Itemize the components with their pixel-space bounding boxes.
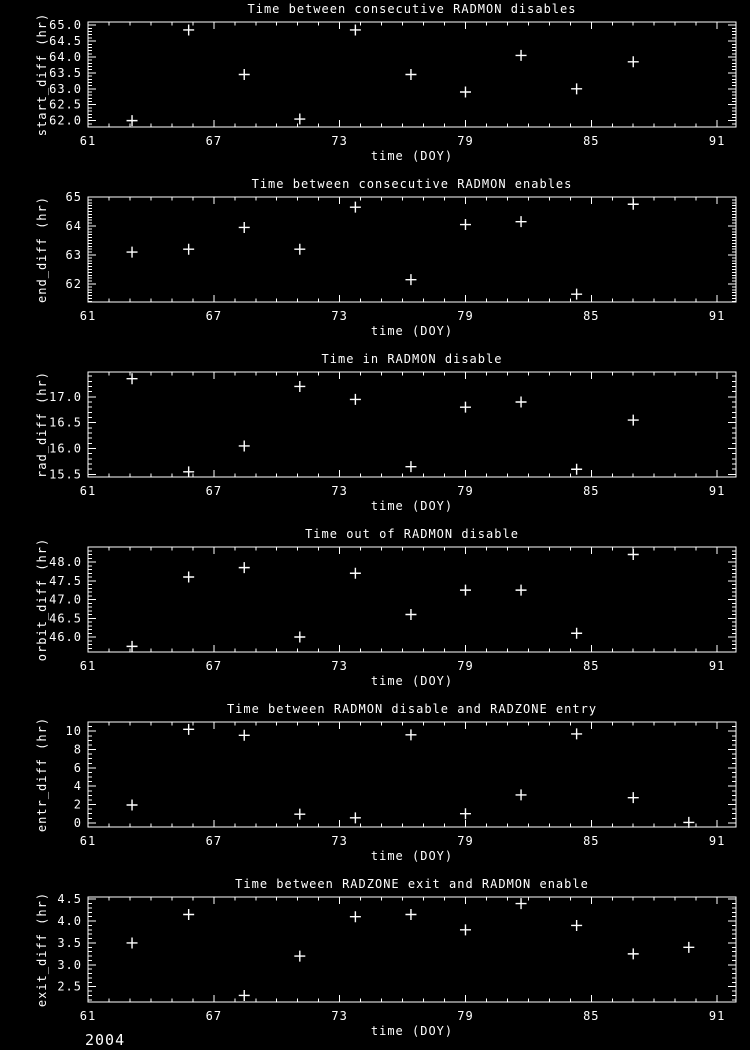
y-tick-label: 17.0 — [49, 389, 82, 404]
data-point-marker — [350, 24, 361, 35]
x-tick-label: 73 — [331, 484, 348, 498]
plot-svg-5 — [0, 700, 750, 875]
data-points — [127, 549, 639, 652]
data-point-marker — [405, 461, 416, 472]
y-tick-label: 4 — [73, 779, 82, 794]
y-tick-label: 63 — [65, 248, 82, 263]
data-points — [127, 898, 695, 1001]
y-tick-label: 16.0 — [49, 441, 82, 456]
plot-svg-2 — [0, 175, 750, 350]
data-point-marker — [571, 464, 582, 475]
data-point-marker — [294, 381, 305, 392]
y-tick-label: 62.5 — [49, 97, 82, 112]
y-tick-label: 6 — [73, 760, 82, 775]
x-axis-label: time (DOY) — [370, 674, 454, 688]
chart-title: Time between RADMON disable and RADZONE entry — [226, 702, 598, 716]
data-point-marker — [294, 244, 305, 255]
x-tick-label: 61 — [79, 659, 97, 673]
plot-box — [88, 547, 736, 652]
data-point-marker — [127, 247, 138, 258]
data-point-marker — [460, 808, 471, 819]
x-tick-label: 73 — [331, 134, 348, 148]
data-point-marker — [239, 562, 250, 573]
y-tick-label: 2 — [73, 797, 82, 812]
data-point-marker — [516, 216, 527, 227]
x-tick-label: 91 — [708, 309, 726, 323]
x-tick-label: 67 — [205, 309, 223, 323]
x-tick-label: 91 — [708, 1009, 726, 1023]
data-point-marker — [239, 440, 250, 451]
data-point-marker — [183, 244, 194, 255]
x-tick-label: 85 — [583, 484, 600, 498]
x-tick-label: 79 — [457, 309, 474, 323]
y-axis-label: start_diff (hr) — [35, 12, 49, 137]
y-tick-label: 16.5 — [49, 415, 82, 430]
data-point-marker — [571, 83, 582, 94]
plot-panel-1 — [0, 0, 750, 175]
data-point-marker — [405, 274, 416, 285]
data-points — [127, 373, 639, 477]
data-point-marker — [294, 632, 305, 643]
x-tick-label: 85 — [583, 659, 600, 673]
data-point-marker — [183, 572, 194, 583]
plot-panel-3 — [0, 350, 750, 525]
x-tick-label: 79 — [457, 484, 474, 498]
data-point-marker — [127, 799, 138, 810]
y-tick-label: 4.0 — [57, 914, 82, 929]
data-point-marker — [127, 373, 138, 384]
plot-svg-4 — [0, 525, 750, 700]
y-tick-label: 46.0 — [49, 630, 82, 644]
y-tick-label: 64 — [65, 219, 82, 234]
data-point-marker — [516, 585, 527, 596]
data-point-marker — [571, 728, 582, 739]
data-point-marker — [516, 789, 527, 800]
data-points — [127, 24, 639, 126]
x-tick-label: 91 — [708, 659, 726, 673]
x-tick-label: 91 — [708, 834, 726, 848]
data-point-marker — [460, 402, 471, 413]
x-tick-label: 67 — [205, 1009, 223, 1023]
axis-ticks — [88, 372, 736, 477]
x-tick-label: 73 — [331, 659, 348, 673]
data-point-marker — [628, 549, 639, 560]
data-point-marker — [571, 289, 582, 300]
data-point-marker — [460, 219, 471, 230]
y-tick-label: 62 — [65, 277, 82, 292]
y-tick-label: 65 — [65, 190, 82, 204]
x-tick-label: 61 — [79, 1009, 97, 1023]
x-tick-label: 85 — [583, 1009, 600, 1023]
x-tick-label: 61 — [79, 134, 97, 148]
data-point-marker — [127, 937, 138, 948]
plot-svg-6 — [0, 875, 750, 1050]
plot-svg-1 — [0, 0, 750, 175]
data-point-marker — [239, 730, 250, 741]
plot-box — [88, 897, 736, 1002]
y-tick-label: 4.5 — [57, 892, 82, 907]
data-point-marker — [294, 951, 305, 962]
y-tick-label: 62.0 — [49, 113, 82, 128]
y-tick-label: 46.5 — [49, 611, 82, 626]
y-axis-label: orbit_diff (hr) — [35, 537, 49, 662]
data-point-marker — [239, 69, 250, 80]
y-tick-label: 15.5 — [49, 467, 82, 482]
data-point-marker — [239, 990, 250, 1001]
y-tick-label: 48.0 — [49, 555, 82, 569]
plot-svg-3 — [0, 350, 750, 525]
x-tick-label: 61 — [79, 309, 97, 323]
x-axis-label: time (DOY) — [370, 849, 454, 863]
y-tick-label: 3.5 — [57, 935, 82, 950]
data-point-marker — [350, 911, 361, 922]
x-tick-label: 67 — [205, 134, 223, 148]
x-tick-label: 85 — [583, 834, 600, 848]
data-point-marker — [350, 812, 361, 823]
data-point-marker — [628, 199, 639, 210]
data-point-marker — [350, 202, 361, 213]
y-tick-label: 64.0 — [49, 50, 82, 64]
data-point-marker — [683, 942, 694, 953]
x-tick-label: 67 — [205, 659, 223, 673]
data-point-marker — [405, 909, 416, 920]
plot-panel-2 — [0, 175, 750, 350]
x-tick-label: 67 — [205, 484, 223, 498]
chart-title: Time between consecutive RADMON disables — [247, 2, 577, 16]
plot-box — [88, 722, 736, 827]
data-point-marker — [183, 909, 194, 920]
x-tick-label: 79 — [457, 834, 474, 848]
data-point-marker — [294, 809, 305, 820]
data-point-marker — [571, 628, 582, 639]
data-point-marker — [628, 792, 639, 803]
data-point-marker — [350, 394, 361, 405]
x-tick-label: 61 — [79, 484, 97, 498]
data-point-marker — [127, 115, 138, 126]
y-tick-label: 10 — [65, 724, 82, 739]
data-point-marker — [127, 641, 138, 652]
x-tick-label: 73 — [331, 834, 348, 848]
y-tick-label: 63.5 — [49, 65, 82, 80]
x-tick-label: 61 — [79, 834, 97, 848]
chart-title: Time in RADMON disable — [321, 352, 503, 366]
y-axis-label: rad_diff (hr) — [35, 371, 49, 478]
data-point-marker — [571, 920, 582, 931]
y-axis-label: entr_diff (hr) — [35, 716, 49, 833]
data-point-marker — [628, 948, 639, 959]
x-tick-label: 85 — [583, 134, 600, 148]
x-tick-label: 79 — [457, 134, 474, 148]
data-point-marker — [405, 729, 416, 740]
x-tick-label: 79 — [457, 659, 474, 673]
data-points — [127, 724, 695, 828]
x-axis-label: time (DOY) — [370, 1024, 454, 1038]
x-tick-label: 79 — [457, 1009, 474, 1023]
data-point-marker — [628, 415, 639, 426]
plot-panel-6 — [0, 875, 750, 1050]
data-point-marker — [350, 568, 361, 579]
axis-ticks — [88, 897, 736, 1002]
data-point-marker — [183, 24, 194, 35]
chart-title: Time between consecutive RADMON enables — [251, 177, 573, 191]
y-tick-label: 0 — [73, 815, 82, 830]
y-tick-label: 47.5 — [49, 573, 82, 588]
y-tick-label: 64.5 — [49, 34, 82, 49]
chart-title: Time out of RADMON disable — [305, 527, 519, 541]
data-point-marker — [516, 397, 527, 408]
axis-ticks — [88, 547, 736, 652]
data-point-marker — [460, 585, 471, 596]
data-point-marker — [683, 817, 694, 828]
x-tick-label: 73 — [331, 1009, 348, 1023]
y-tick-label: 8 — [73, 742, 82, 757]
x-axis-label: time (DOY) — [370, 149, 454, 163]
data-point-marker — [294, 114, 305, 125]
y-tick-label: 3.0 — [57, 957, 82, 972]
x-tick-label: 67 — [205, 834, 223, 848]
y-tick-label: 47.0 — [49, 592, 82, 607]
data-point-marker — [460, 924, 471, 935]
y-tick-label: 65.0 — [49, 18, 82, 33]
x-tick-label: 91 — [708, 484, 726, 498]
data-point-marker — [239, 222, 250, 233]
data-point-marker — [628, 56, 639, 67]
axis-ticks — [88, 722, 736, 827]
year-label: 2004 — [85, 1031, 126, 1049]
data-point-marker — [460, 87, 471, 98]
y-tick-label: 2.5 — [57, 979, 82, 994]
chart-title: Time between RADZONE exit and RADMON enable — [235, 877, 589, 891]
data-point-marker — [516, 50, 527, 61]
plot-panel-5 — [0, 700, 750, 875]
x-tick-label: 85 — [583, 309, 600, 323]
data-points — [127, 199, 639, 300]
y-axis-label: exit_diff (hr) — [35, 891, 49, 1008]
x-tick-label: 73 — [331, 309, 348, 323]
x-tick-label: 91 — [708, 134, 726, 148]
y-axis-label: end_diff (hr) — [35, 196, 49, 303]
y-tick-label: 63.0 — [49, 81, 82, 96]
data-point-marker — [405, 69, 416, 80]
data-point-marker — [516, 898, 527, 909]
x-axis-label: time (DOY) — [370, 324, 454, 338]
x-axis-label: time (DOY) — [370, 499, 454, 513]
plot-panel-4 — [0, 525, 750, 700]
data-point-marker — [405, 609, 416, 620]
plot-box — [88, 372, 736, 477]
